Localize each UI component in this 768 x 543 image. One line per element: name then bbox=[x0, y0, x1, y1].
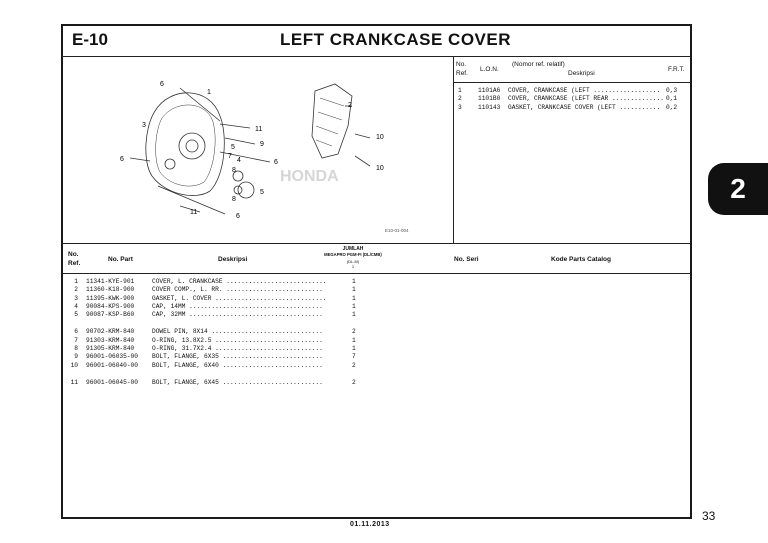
table-row: 4 90084-KPS-900 CAP, 14MM .................................... 1 bbox=[74, 302, 356, 310]
parts-header-ref: Ref. bbox=[68, 260, 81, 267]
honda-watermark: HONDA bbox=[280, 168, 339, 185]
callout-label: 2 bbox=[348, 102, 352, 109]
page-number: 33 bbox=[702, 509, 716, 523]
title-divider bbox=[62, 56, 691, 57]
table-row: 2 11360-K18-900 COVER COMP., L. RR. .......................... 1 bbox=[74, 286, 356, 294]
cover-port bbox=[165, 159, 175, 169]
ref-header-frt: F.R.T. bbox=[668, 66, 685, 73]
ref-header-desc: Deskripsi bbox=[568, 70, 595, 77]
bolt-line bbox=[225, 138, 255, 144]
cover-boss bbox=[179, 133, 205, 159]
parts-header-no: No. bbox=[68, 251, 79, 258]
table-row: 7 91303-KRM-840 O-RING, 13.8X2.5 ............................. 1 bbox=[74, 336, 356, 344]
parts-group bbox=[64, 328, 356, 369]
ref-header-ref: Ref. bbox=[456, 70, 468, 77]
bolt-line bbox=[220, 124, 250, 128]
exploded-parts-diagram bbox=[100, 66, 440, 236]
callout-label: 9 bbox=[260, 141, 264, 148]
callout-label: 11 bbox=[190, 209, 198, 216]
diagram-stamp: E10-01-004 bbox=[385, 228, 409, 233]
table-row: 5 90087-KSP-B60 CAP, 32MM .................................... 1 bbox=[74, 311, 356, 319]
parts-header-part: No. Part bbox=[108, 256, 133, 263]
callout-label: 8 bbox=[232, 196, 236, 203]
table-row: 10 96001-06040-00 BOLT, FLANGE, 6X40 ........................... 2 bbox=[70, 361, 356, 369]
parts-group bbox=[64, 278, 356, 319]
ref-table-header-line bbox=[453, 82, 691, 83]
rear-cover-outline bbox=[312, 84, 352, 158]
section-code: E-10 bbox=[72, 30, 108, 49]
parts-header-qty-num: 1 bbox=[351, 264, 355, 269]
parts-header-serial: No. Seri bbox=[454, 256, 479, 263]
table-row: 6 90702-KRM-840 DOWEL PIN, 8X14 .............................. 2 bbox=[74, 328, 356, 336]
parts-header-desc: Deskripsi bbox=[218, 256, 248, 263]
callout-label: 4 bbox=[237, 157, 241, 164]
page-title: LEFT CRANKCASE COVER bbox=[280, 30, 512, 49]
callout-label: 10 bbox=[376, 134, 384, 141]
bolt-line bbox=[130, 158, 150, 161]
callout-label: 6 bbox=[236, 213, 240, 220]
callout-label: 11 bbox=[255, 126, 263, 133]
parts-header-qty-model: MEGAPRO PGM-FI (DL/CMB) bbox=[324, 252, 382, 257]
callout-label: 6 bbox=[160, 81, 164, 88]
ref-row: 3 110143 GASKET, CRANKCASE COVER (LEFT ........... 0,2 bbox=[458, 103, 678, 111]
parts-header-catalog: Kode Parts Catalog bbox=[551, 256, 611, 263]
ref-row: 2 1101B0 COVER, CRANKCASE (LEFT REAR .............. 0,1 bbox=[458, 95, 678, 103]
bolt-line bbox=[355, 134, 370, 138]
ref-header-lon: L.O.N. bbox=[480, 66, 499, 73]
callout-label: 5 bbox=[260, 189, 264, 196]
parts-header-line bbox=[62, 273, 691, 274]
parts-header-qty: JUMLAH bbox=[342, 246, 364, 252]
table-row: 9 96001-06035-00 BOLT, FLANGE, 6X35 ........................... 7 bbox=[74, 353, 356, 361]
callout-label: 8 bbox=[232, 167, 236, 174]
cover-inner-rim bbox=[156, 105, 216, 186]
parts-table-body bbox=[64, 278, 356, 387]
cap-32mm bbox=[238, 182, 254, 198]
callout-label: 7 bbox=[228, 153, 232, 160]
parts-group bbox=[64, 379, 356, 387]
section-tab: 2 bbox=[708, 163, 768, 215]
ref-header-no: No. bbox=[456, 61, 467, 68]
table-row: 3 11395-KWK-900 GASKET, L. COVER .............................. 1 bbox=[74, 294, 356, 302]
callout-label: 5 bbox=[231, 144, 235, 151]
table-row: 11 96001-06045-00 BOLT, FLANGE, 6X45 ........................... 2 bbox=[70, 378, 356, 386]
cover-hole bbox=[186, 140, 198, 152]
callout-label: 6 bbox=[120, 156, 124, 163]
ref-row: 1 1101A6 COVER, CRANKCASE (LEFT .................. 0,3 bbox=[458, 87, 678, 94]
callout-label: 10 bbox=[376, 165, 384, 172]
parts-header-qty-sub: (DL-M) bbox=[346, 259, 360, 264]
table-row: 1 11341-KYE-901 COVER, L. CRANKCASE ........................... 1 bbox=[74, 278, 356, 285]
table-row: 8 91305-KRM-840 O-RING, 31.7X2.4 ............................. 1 bbox=[74, 345, 356, 353]
callout-label: 3 bbox=[142, 122, 146, 129]
rear-cover-ribs bbox=[316, 98, 344, 146]
publication-date: 01.11.2013 bbox=[350, 521, 390, 528]
ref-header-desc-top: (Nomor ref. relatif) bbox=[512, 61, 565, 68]
bolt-line bbox=[355, 156, 370, 166]
diagram-divider bbox=[453, 57, 454, 243]
callout-label: 6 bbox=[274, 159, 278, 166]
callout-label: 1 bbox=[207, 89, 211, 96]
crankcase-cover-outline bbox=[146, 93, 224, 196]
ref-table-body bbox=[458, 87, 677, 112]
parts-top-line bbox=[62, 243, 691, 244]
